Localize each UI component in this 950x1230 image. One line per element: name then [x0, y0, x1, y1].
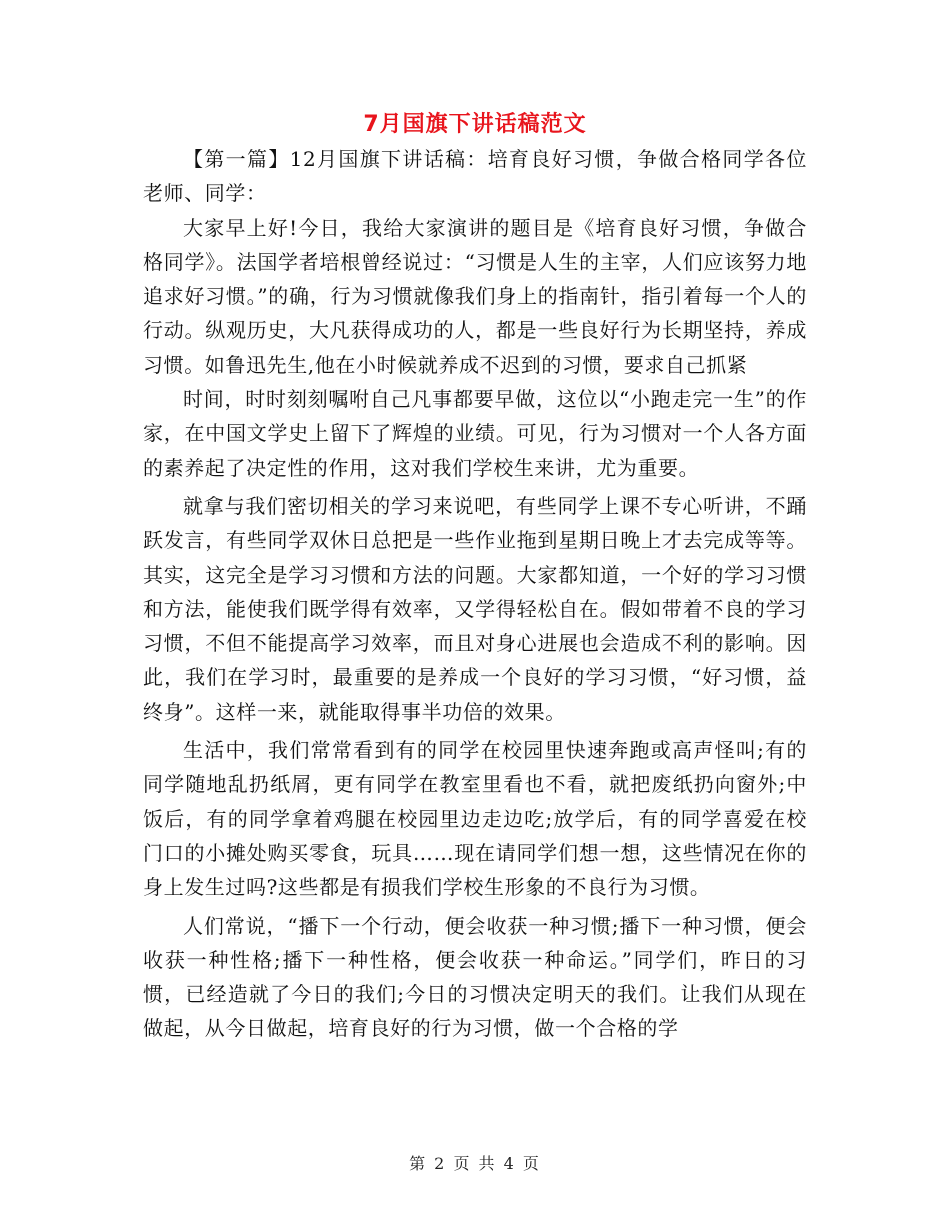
paragraph-1: 【第一篇】12月国旗下讲话稿：培育良好习惯，争做合格同学各位老师、同学：	[143, 147, 807, 206]
document-title: 7月国旗下讲话稿范文	[363, 112, 587, 137]
paragraph-6: 人们常说，“播下一个行动，便会收获一种习惯;播下一种习惯，便会收获一种性格;播下一种性格，便会收获一种命运。”同学们，昨日的习惯，已经造就了今日的我们;今日的习惯决定明天的我们。让我们从现在做起，从今日做起，培育良好的行为习惯，做一个合格的学	[143, 913, 807, 1041]
paragraph-3: 时间，时时刻刻嘱咐自己凡事都要早做，这位以“小跑走完一生”的作家，在中国文学史上留下了辉煌的业绩。可见，行为习惯对一个人各方面的素养起了决定性的作用，这对我们学校生来讲，尤为重要。	[143, 387, 807, 480]
page-footer: 第 2 页 共 4 页	[409, 1154, 541, 1173]
paragraph-4: 就拿与我们密切相关的学习来说吧，有些同学上课不专心听讲，不踊跃发言，有些同学双休日总把是一些作业拖到星期日晚上才去完成等等。其实，这完全是学习习惯和方法的问题。大家都知道，一个好的学习习惯和方法，能使我们既学得有效率，又学得轻松自在。假如带着不良的学习习惯，不但不能提高学习效率，而且对身心进展也会造成不利的影响。因此，我们在学习时，最重要的是养成一个良好的学习习惯，“好习惯，益终身”。这样一来，就能取得事半功倍的效果。	[143, 493, 807, 724]
document-body	[143, 142, 807, 1046]
paragraph-5: 生活中，我们常常看到有的同学在校园里快速奔跑或高声怪叫;有的同学随地乱扔纸屑，更有同学在教室里看也不看，就把废纸扔向窗外;中饭后，有的同学拿着鸡腿在校园里边走边吃;放学后，有的同学喜爱在校门口的小摊处购买零食，玩具……现在请同学们想一想，这些情况在你的身上发生过吗?这些都是有损我们学校生形象的不良行为习惯。	[143, 738, 807, 900]
paragraph-2: 大家早上好!今日，我给大家演讲的题目是《培育良好习惯，争做合格同学》。法国学者培根曾经说过：“习惯是人生的主宰，人们应该努力地追求好习惯。”的确，行为习惯就像我们身上的指南针，指引着每一个人的行动。纵观历史，大凡获得成功的人，都是一些良好行为长期坚持，养成习惯。如鲁迅先生,他在小时候就养成不迟到的习惯，要求自己抓紧	[143, 215, 807, 377]
